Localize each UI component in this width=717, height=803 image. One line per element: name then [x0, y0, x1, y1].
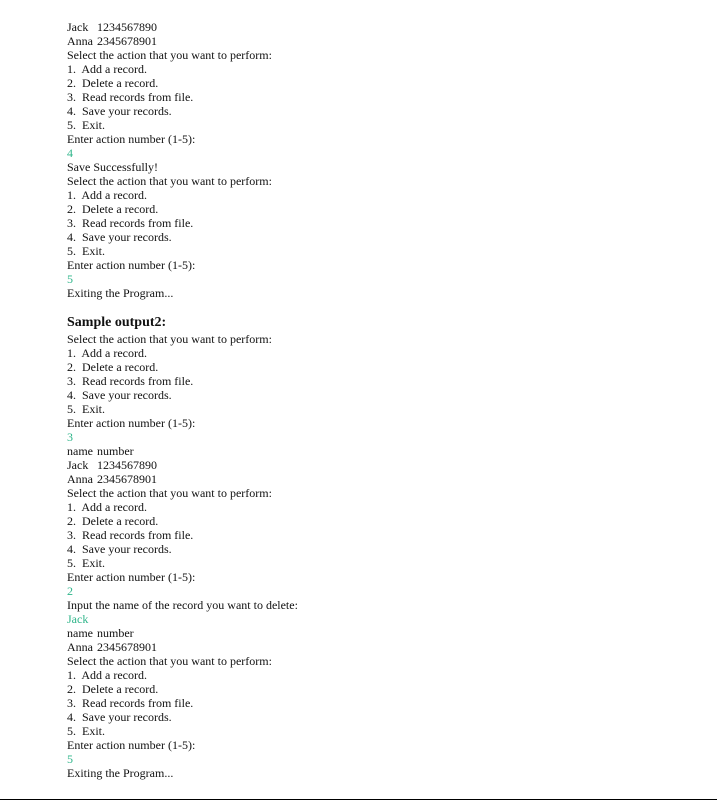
console-line: Enter action number (1-5): — [67, 258, 196, 272]
sample-output-2-heading: Sample output2: — [67, 315, 167, 330]
console-line: 2. Delete a record. — [67, 514, 159, 528]
user-input-line: 5 — [67, 272, 73, 286]
record-row — [67, 444, 707, 458]
console-line: Input the name of the record you want to delete: — [67, 598, 298, 612]
record-row — [67, 640, 707, 654]
record-row — [67, 458, 707, 472]
console-line: 5. Exit. — [67, 118, 105, 132]
console-line: Enter action number (1-5): — [67, 416, 196, 430]
console-line: 1. Add a record. — [67, 188, 147, 202]
console-line: Exiting the Program... — [67, 286, 174, 300]
section-gap — [67, 300, 707, 314]
console-line: 5. Exit. — [67, 402, 105, 416]
console-line: 2. Delete a record. — [67, 202, 159, 216]
user-input-line: Jack — [67, 612, 89, 626]
console-line: Select the action that you want to perform: — [67, 654, 272, 668]
console-line: 5. Exit. — [67, 556, 105, 570]
console-line: 5. Exit. — [67, 244, 105, 258]
record-name: name — [67, 444, 93, 458]
console-line: 3. Read records from file. — [67, 90, 194, 104]
console-line: 1. Add a record. — [67, 500, 147, 514]
record-number: 2345678901 — [97, 640, 157, 654]
console-line: 3. Read records from file. — [67, 528, 194, 542]
record-name: Jack — [67, 20, 89, 34]
record-name: Jack — [67, 458, 89, 472]
console-line: 3. Read records from file. — [67, 216, 194, 230]
console-line: 3. Read records from file. — [67, 696, 194, 710]
console-line: Enter action number (1-5): — [67, 570, 196, 584]
console-line: Select the action that you want to perform: — [67, 174, 272, 188]
user-input-line: 4 — [67, 146, 73, 160]
record-number: 2345678901 — [97, 34, 157, 48]
console-line: 1. Add a record. — [67, 668, 147, 682]
record-name: Anna — [67, 34, 93, 48]
record-row — [67, 34, 707, 48]
document-body — [67, 20, 707, 780]
sample-output-1-console — [67, 20, 707, 300]
console-line: 4. Save your records. — [67, 230, 172, 244]
console-line: Enter action number (1-5): — [67, 132, 196, 146]
user-input-line: 3 — [67, 430, 73, 444]
record-number: 2345678901 — [97, 472, 157, 486]
console-line: 2. Delete a record. — [67, 682, 159, 696]
console-line: 5. Exit. — [67, 724, 105, 738]
record-name: name — [67, 626, 93, 640]
console-line: 2. Delete a record. — [67, 76, 159, 90]
record-number: 1234567890 — [97, 20, 157, 34]
record-number: 1234567890 — [97, 458, 157, 472]
console-line: Enter action number (1-5): — [67, 738, 196, 752]
record-row — [67, 20, 707, 34]
bottom-divider — [0, 799, 717, 800]
console-line: Select the action that you want to perform: — [67, 48, 272, 62]
record-name: Anna — [67, 472, 93, 486]
console-line: Save Successfully! — [67, 160, 158, 174]
record-name: Anna — [67, 640, 93, 654]
console-line: Select the action that you want to perform: — [67, 332, 272, 346]
console-line: 4. Save your records. — [67, 710, 172, 724]
record-number: number — [97, 626, 134, 640]
record-number: number — [97, 444, 134, 458]
record-row — [67, 626, 707, 640]
console-line: 4. Save your records. — [67, 542, 172, 556]
console-line: 1. Add a record. — [67, 62, 147, 76]
console-line: 3. Read records from file. — [67, 374, 194, 388]
user-input-line: 2 — [67, 584, 73, 598]
console-line: Select the action that you want to perform: — [67, 486, 272, 500]
console-line: 2. Delete a record. — [67, 360, 159, 374]
sample-output-2-console — [67, 332, 707, 780]
user-input-line: 5 — [67, 752, 73, 766]
record-row — [67, 472, 707, 486]
console-line: Exiting the Program... — [67, 766, 174, 780]
console-line: 1. Add a record. — [67, 346, 147, 360]
console-line: 4. Save your records. — [67, 388, 172, 402]
console-line: 4. Save your records. — [67, 104, 172, 118]
